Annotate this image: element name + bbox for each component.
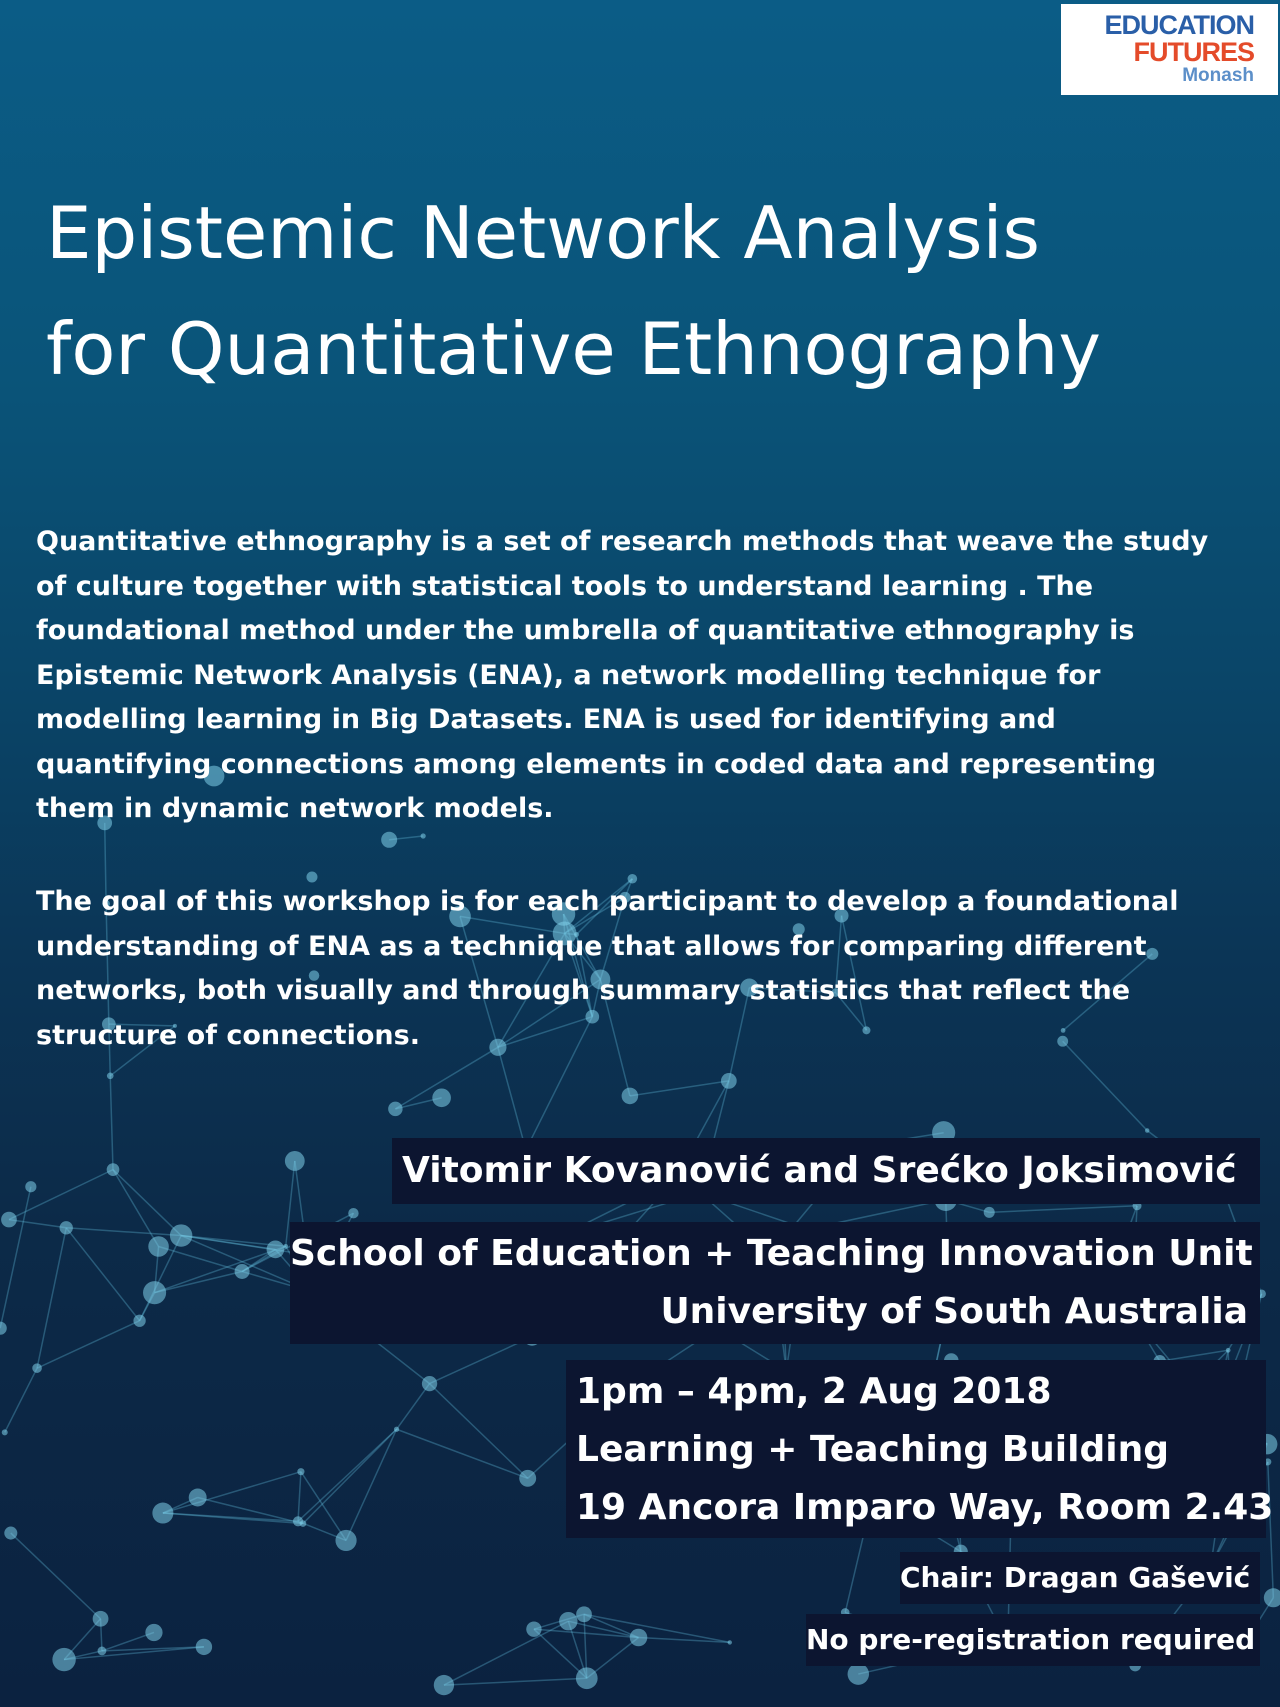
network-edge	[397, 1429, 528, 1478]
affiliation-line-1: School of Education + Teaching Innovation Unit	[290, 1233, 1253, 1274]
network-node	[189, 1489, 207, 1507]
network-node	[984, 1207, 995, 1218]
title-line-2: for Quantitative Ethnography	[46, 307, 1101, 391]
network-node	[721, 1073, 737, 1089]
network-edge	[298, 1472, 301, 1522]
poster-title	[46, 175, 1246, 407]
presenters-box: Vitomir Kovanović and Srećko Joksimović	[392, 1138, 1260, 1204]
network-node	[348, 1208, 358, 1218]
network-edge	[37, 1228, 66, 1368]
network-edge	[430, 1384, 528, 1479]
intro-line: them in dynamic network models.	[36, 793, 554, 824]
network-node	[297, 1468, 304, 1475]
network-node	[283, 1244, 288, 1249]
affiliation-box	[290, 1222, 1260, 1344]
network-edge	[159, 1246, 243, 1271]
event-details-box	[566, 1360, 1274, 1538]
network-node	[32, 1363, 42, 1373]
network-node	[25, 1181, 36, 1192]
network-edge	[5, 1368, 37, 1432]
network-node	[0, 1322, 7, 1335]
network-node	[107, 1163, 120, 1176]
network-node	[98, 1647, 107, 1656]
network-node	[422, 1376, 437, 1391]
network-node	[143, 1281, 166, 1304]
network-edge	[9, 1220, 66, 1228]
network-edge	[66, 1228, 139, 1321]
network-edge	[66, 1228, 181, 1236]
network-node	[235, 1264, 250, 1279]
title-line-1: Epistemic Network Analysis	[46, 191, 1041, 275]
logo-monash-text: Monash	[1182, 65, 1254, 86]
event-time: 1pm – 4pm, 2 Aug 2018	[576, 1371, 1052, 1412]
network-edge	[989, 1206, 1137, 1213]
network-edge	[37, 1321, 140, 1368]
network-node	[526, 1621, 541, 1636]
network-node	[432, 1088, 451, 1107]
network-node	[381, 832, 397, 848]
network-edge	[155, 1246, 286, 1292]
logo-futures-text: FUTURES	[1133, 37, 1254, 67]
network-edge	[9, 1170, 113, 1220]
network-edge	[1268, 1462, 1274, 1598]
network-node	[2, 1429, 8, 1435]
network-node	[559, 1612, 577, 1630]
goal-line: networks, both visually and through summary statistics that reflect the	[36, 975, 1131, 1006]
network-node	[1264, 1588, 1280, 1607]
network-node	[196, 1639, 212, 1655]
chair-box: Chair: Dragan Gašević	[900, 1552, 1260, 1604]
intro-line: quantifying connections among elements in coded data and representing	[36, 748, 1157, 780]
network-node	[728, 1640, 732, 1644]
network-node	[394, 1427, 399, 1432]
network-node	[1145, 1128, 1149, 1132]
network-edge	[0, 1187, 31, 1328]
network-node	[52, 1648, 75, 1671]
network-node	[848, 1663, 869, 1684]
network-edge	[397, 1384, 430, 1430]
network-node	[285, 1151, 305, 1171]
network-node	[1226, 1348, 1231, 1353]
intro-line: of culture together with statistical tools to understand learning . The	[36, 570, 1094, 602]
network-node	[335, 1530, 356, 1551]
network-edge	[64, 1647, 204, 1660]
intro-paragraph	[36, 520, 1236, 832]
network-node	[421, 833, 426, 838]
network-node	[1, 1212, 17, 1228]
network-node	[133, 1315, 145, 1327]
network-node	[388, 1102, 402, 1116]
network-node	[4, 1527, 17, 1540]
network-edge	[11, 1533, 101, 1619]
goal-line: The goal of this workshop is for each participant to develop a foundational	[36, 886, 1179, 917]
network-edge	[298, 1429, 397, 1521]
network-node	[170, 1224, 192, 1246]
intro-line: modelling learning in Big Datasets. ENA is used for identifying and	[36, 704, 1056, 735]
network-edge	[346, 1429, 396, 1540]
network-node	[576, 1667, 598, 1689]
network-node	[152, 1503, 173, 1524]
logo-education-text: EDUCATION	[1104, 10, 1254, 40]
event-address: 19 Ancora Imparo Way, Room 2.43	[576, 1487, 1274, 1528]
network-edge	[444, 1678, 587, 1685]
event-building: Learning + Teaching Building	[576, 1429, 1169, 1470]
network-node	[630, 1629, 648, 1647]
intro-line: Quantitative ethnography is a set of research methods that weave the study	[36, 526, 1209, 557]
network-node	[293, 1516, 303, 1526]
network-edge	[630, 1081, 729, 1096]
education-futures-logo	[1061, 4, 1278, 95]
network-edge	[303, 1429, 397, 1523]
network-edge	[155, 1272, 243, 1293]
network-node	[519, 1470, 536, 1487]
network-node	[622, 1088, 639, 1105]
network-node	[107, 1072, 114, 1079]
network-node	[576, 1606, 592, 1622]
goal-line: understanding of ENA as a technique that allows for comparing different	[36, 930, 1147, 962]
network-node	[267, 1241, 285, 1259]
network-node	[60, 1221, 73, 1234]
network-node	[93, 1611, 109, 1627]
registration-note-box: No pre-registration required	[806, 1614, 1260, 1666]
intro-line: Epistemic Network Analysis (ENA), a network modelling technique for	[36, 659, 1101, 691]
network-edge	[498, 1047, 526, 1150]
intro-line: foundational method under the umbrella of quantitative ethnography is	[36, 615, 1135, 646]
network-edge	[163, 1472, 301, 1513]
goal-paragraph	[36, 880, 1236, 1058]
network-edge	[110, 1076, 113, 1170]
affiliation-line-2: University of South Australia	[660, 1291, 1248, 1332]
network-edge	[444, 1621, 568, 1685]
network-node	[148, 1236, 169, 1257]
network-node	[434, 1675, 454, 1695]
goal-line: structure of connections.	[36, 1019, 420, 1051]
network-node	[145, 1624, 162, 1641]
